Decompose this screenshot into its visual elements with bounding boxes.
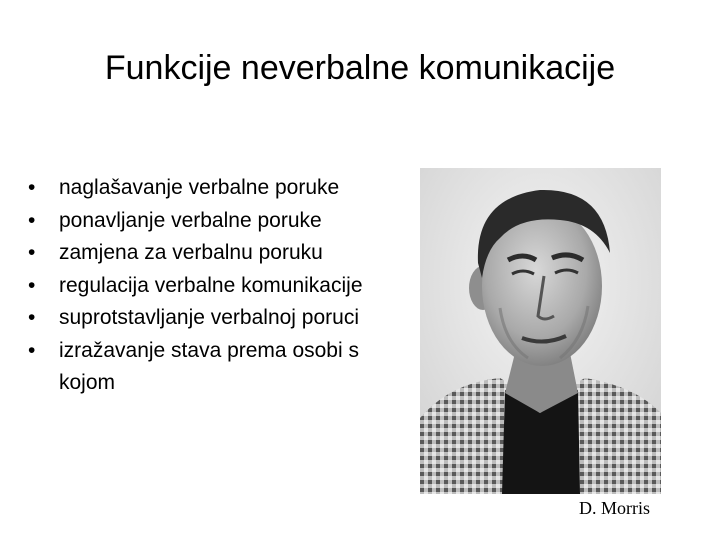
list-item [28, 205, 388, 238]
list-item [28, 302, 388, 335]
bullet-list [28, 172, 388, 400]
bullet-dot: • [28, 338, 36, 362]
slide-title: Funkcije neverbalne komunikacije [104, 49, 616, 87]
bullet-dot: • [28, 208, 36, 232]
portrait-icon [420, 168, 661, 494]
bullet-text: naglašavanje verbalne poruke [59, 176, 340, 199]
list-item [28, 335, 388, 400]
bullet-dot: • [28, 273, 36, 297]
bullet-text: regulacija verbalne komunikacije [59, 273, 363, 297]
portrait-photo [420, 168, 661, 494]
list-item [28, 172, 388, 205]
list-item [28, 237, 388, 270]
bullet-text: izražavanje stava prema osobi s kojom [59, 338, 359, 394]
bullet-text: suprotstavljanje verbalnoj poruci [59, 306, 359, 329]
bullet-text: ponavljanje verbalne poruke [59, 208, 322, 232]
bullet-text: zamjena za verbalnu poruku [59, 241, 323, 264]
bullet-dot: • [28, 306, 36, 329]
photo-caption: D. Morris [579, 498, 650, 518]
bullet-dot: • [28, 176, 36, 199]
list-item [28, 270, 388, 303]
bullet-dot: • [28, 241, 36, 264]
